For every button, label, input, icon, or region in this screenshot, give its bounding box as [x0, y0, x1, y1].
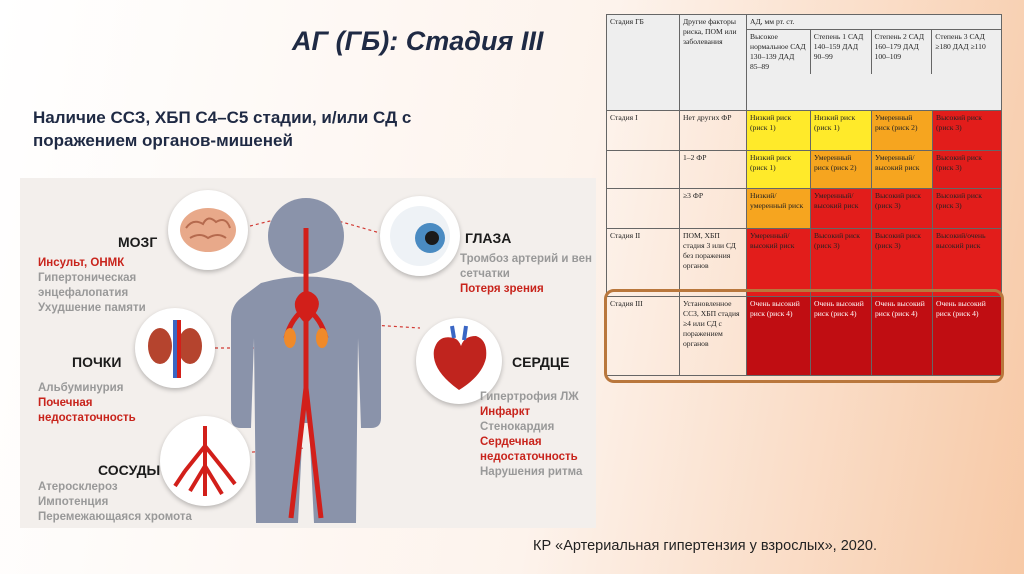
- row-factor: 1–2 ФР: [680, 150, 747, 189]
- header-grade: Степень 1 САД 140–159 ДАД 90–99: [811, 30, 872, 74]
- row-stage: Стадия I: [607, 110, 680, 150]
- heart-effect-item: Инфаркт: [480, 406, 531, 418]
- vessels-effect-item: Импотенция: [38, 496, 109, 508]
- vessels-label: СОСУДЫ: [98, 462, 161, 478]
- heart-effect-item: Сердечная: [480, 436, 542, 448]
- risk-cell: Умеренный/ высокий риск: [747, 228, 811, 296]
- header-stage: Стадия ГБ: [607, 15, 680, 111]
- brain-effect-item: Инсульт, ОНМК: [38, 257, 125, 269]
- row-stage: Стадия III: [607, 296, 680, 375]
- vessels-effect-item: Атеросклероз: [38, 481, 118, 493]
- row-factor: ПОМ, ХБП стадия 3 или СД без поражения органов: [680, 228, 747, 296]
- risk-cell: Низкий риск (риск 1): [747, 110, 811, 150]
- heart-effect-item: Нарушения ритма: [480, 466, 583, 478]
- risk-cell: Низкий/ умеренный риск: [747, 189, 811, 229]
- eye-image: [380, 196, 460, 276]
- eyes-label: ГЛАЗА: [465, 230, 512, 246]
- kidneys-label: ПОЧКИ: [72, 354, 122, 370]
- row-stage: [607, 189, 680, 229]
- risk-cell: Высокий/очень высокий риск: [933, 228, 1002, 296]
- eyes-effects: [460, 252, 592, 297]
- risk-row: [607, 150, 1002, 189]
- kidneys-effect-item: Альбуминурия: [38, 382, 124, 394]
- heart-effect-item: Стенокардия: [480, 421, 555, 433]
- kidneys-icon: [135, 308, 215, 388]
- eyes-effect-item: Тромбоз артерий и вен: [460, 253, 592, 265]
- risk-cell: Умеренный/ высокий риск: [872, 150, 933, 189]
- row-factor: Установленное ССЗ, ХБП стадия ≥4 или СД с поражением органов: [680, 296, 747, 375]
- header-grade: Высокое нормальное САД 130–139 ДАД 85–89: [747, 30, 811, 74]
- brain-icon: [168, 190, 248, 270]
- row-factor: Нет других ФР: [680, 110, 747, 150]
- row-factor: ≥3 ФР: [680, 189, 747, 229]
- heart-effects: [480, 390, 582, 480]
- risk-cell: Умеренный/ высокий риск: [811, 189, 872, 229]
- header-grade: Степень 3 САД ≥180 ДАД ≥110: [935, 32, 986, 51]
- risk-cell: Низкий риск (риск 1): [811, 110, 872, 150]
- row-stage: Стадия II: [607, 228, 680, 296]
- risk-cell: Очень высокий риск (риск 4): [933, 296, 1002, 375]
- risk-row: [607, 189, 1002, 229]
- risk-cell: Очень высокий риск (риск 4): [747, 296, 811, 375]
- brain-effect-item: энцефалопатия: [38, 287, 129, 299]
- vessels-effects: [38, 480, 192, 525]
- brain-effects: [38, 256, 146, 316]
- kidneys-effect-item: недостаточность: [38, 412, 136, 424]
- risk-row: [607, 110, 1002, 150]
- header-factors: Другие факторы риска, ПОМ или заболевания: [680, 15, 747, 111]
- slide-subtitle: Наличие ССЗ, ХБП С4–С5 стадии, и/или СД с поражением органов-мишеней: [33, 108, 412, 150]
- risk-cell: Высокий риск (риск 3): [933, 110, 1002, 150]
- risk-cell: Умеренный риск (риск 2): [811, 150, 872, 189]
- risk-cell: Низкий риск (риск 1): [747, 150, 811, 189]
- stage-iii-highlight-frame: [604, 289, 1004, 383]
- risk-row: [607, 228, 1002, 296]
- header-grade: Степень 2 САД 160–179 ДАД 100–109: [872, 30, 933, 74]
- eyes-effect-item: сетчатки: [460, 268, 510, 280]
- row-stage: [607, 150, 680, 189]
- risk-cell: Высокий риск (риск 3): [933, 150, 1002, 189]
- risk-cell: Очень высокий риск (риск 4): [811, 296, 872, 375]
- kidneys-image: [135, 308, 215, 388]
- heart-effect-item: Гипертрофия ЛЖ: [480, 391, 579, 403]
- brain-effect-item: Гипертоническая: [38, 272, 137, 284]
- heart-label: СЕРДЦЕ: [512, 354, 570, 370]
- eyes-effect-item: Потеря зрения: [460, 283, 544, 295]
- source-reference: КР «Артериальная гипертензия у взрослых», 2020.: [533, 538, 877, 554]
- kidneys-effects: [38, 381, 136, 426]
- brain-image: [168, 190, 248, 270]
- eye-icon: [380, 196, 460, 276]
- risk-cell: Очень высокий риск (риск 4): [872, 296, 933, 375]
- header-bp-title: АД, мм рт. ст.: [747, 15, 1001, 30]
- kidneys-effect-item: Почечная: [38, 397, 93, 409]
- brain-label: МОЗГ: [118, 234, 158, 250]
- risk-cell: Умеренный риск (риск 2): [872, 110, 933, 150]
- organ-damage-illustration: [20, 178, 596, 528]
- brain-effect-item: Ухудшение памяти: [38, 302, 146, 314]
- risk-cell: Высокий риск (риск 3): [811, 228, 872, 296]
- risk-cell: Высокий риск (риск 3): [872, 228, 933, 296]
- risk-cell: Высокий риск (риск 3): [872, 189, 933, 229]
- risk-cell: Высокий риск (риск 3): [933, 189, 1002, 229]
- vessels-effect-item: Перемежающаяся хромота: [38, 511, 192, 523]
- slide-title: АГ (ГБ): Стадия III: [292, 26, 544, 56]
- heart-effect-item: недостаточность: [480, 451, 578, 463]
